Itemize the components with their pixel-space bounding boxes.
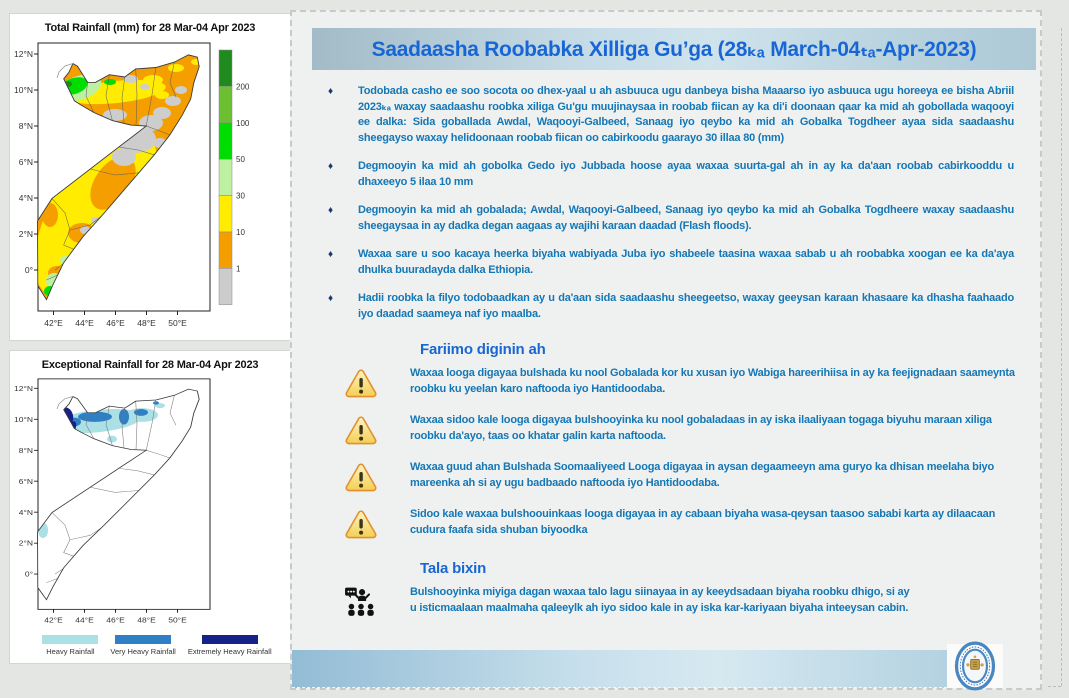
forecast-bullet [328,291,1014,322]
forecast-bullet-text: Todobada casho ee soo socota oo dhex-yaal u ah asbuuca ugu danbeya bisha Maaarso iyo asbuuca ugu horeeya ee bisha Abriil 2023ₖₐ waxay saadaashu roobka xiliga Gu'gu muujinaysaa in roobab fiican ay ka di'i doonaan qaar ka mid ah gobollada waqooyi ee dalka: Sida goballada Awdal, Waqooyi-Galbeed, Sanaag iyo qeybo ka mid ah Gobalka Togdheer ayaa sida saadaashu sheegayso waxay helidoonaan roobab fiican oo cabirkoodu gaarayo 30 illaa 80 (mm) [358,85,1014,144]
lon-tick: 48°E [137,615,156,625]
warning-triangle-icon [344,509,380,544]
colorbar-label: 1 [236,264,241,274]
lon-tick: 46°E [106,615,125,625]
bulletin-header-bar [312,28,1036,70]
diamond-bullet-icon: ♦ [328,205,334,216]
colorbar-segment [219,159,232,195]
legend-swatch [115,635,171,644]
forecast-bullet [328,247,1014,278]
legend-swatch-rect [202,635,258,644]
forecast-bullet-text: Waxaa sare u soo kacaya heerka biyaha wabiyada Juba iyo shabeele taasina waxaa sabab u ah roobabka xoogan ee ka da'aya dhulka buuradayda dalka Ethiopia. [358,248,1014,276]
diamond-bullet-icon: ♦ [328,161,334,172]
diamond-bullet-icon: ♦ [328,249,334,260]
legend-item-heavy [42,635,98,656]
legend-item-very-heavy [110,635,175,656]
warning-text: Sidoo kale waxaa bulshoouinkaas looga digayaa in ay cabaan biyaha wasa-qeysan taasoo sababi karta ay dilaacaan cudura faafa sida shuban biyoodka [410,508,996,536]
lat-axis-labels [14,384,33,578]
lon-axis-labels [44,318,187,328]
rainfall-colorbar [219,50,250,305]
lat-tick: 0° [24,570,33,579]
legend-swatch-rect [115,635,171,644]
colorbar-label: 30 [236,191,245,201]
colorbar-segment [219,50,232,86]
legend-label: Very Heavy Rainfall [110,647,176,656]
forecast-bullet-list [328,84,1014,335]
warning-text: Waxaa sidoo kale looga digayaa bulshooyinka ku nool gobaladaas in ay iska ilaaliyaan togaga biyuhu maraan xiliga roobku da'ayo, taas oo khatar galin karta naftooda. [410,414,992,442]
exceptional-rainfall-legend [24,635,290,656]
lat-tick: 2°N [18,539,33,548]
page-edge-bottom-dashed-line [1048,686,1061,687]
colorbar-segment [219,268,232,304]
lat-tick: 4°N [18,508,33,517]
exceptional-rainfall-map-title: Exceptional Rainfall for 28 Mar-04 Apr 2023 [41,359,259,371]
diamond-bullet-icon: ♦ [328,293,334,304]
legend-label: Extremely Heavy Rainfall [187,647,272,656]
exceptional-rainfall-map-panel [9,350,291,664]
lat-tick: 10°N [14,415,33,424]
lon-tick: 44°E [75,615,94,625]
exceptional-rainfall-map [10,372,272,630]
lat-tick: 8°N [18,446,33,455]
lat-tick: 4°N [18,193,33,203]
colorbar-label: 100 [236,118,250,128]
lat-axis-labels [14,49,33,275]
lat-tick: 2°N [18,229,33,239]
community-people-icon [344,587,380,622]
colorbar-segment [219,232,232,268]
bulletin-content-panel [290,10,1042,690]
forecast-bullet [328,203,1014,234]
colorbar-label: 10 [236,228,245,237]
advice-heading: Tala bixin [420,560,487,577]
bulletin-footer [292,644,1040,688]
colorbar-label: 50 [236,155,245,165]
legend-swatch-rect [42,635,98,644]
maps-column [9,13,291,673]
warning-text: Waxaa looga digayaa bulshada ku nool Gobalada kor ku xusan iyo Wabiga hareerihiisa in ay ka feejignadaan saameynta roobku ku yeelan karo naftooda iyo Hantidoodaba. [410,367,1015,395]
warning-item [344,507,1040,544]
lon-axis-labels [44,616,186,624]
advice-text: Bulshooyinka miyiga dagan waxaa talo lagu siinayaa in ay keeydsadaan biyaha roobku dhigo, si ay u isticmaalaan maalmaha qaleeylk ah iyo sidoo kale in ay iska kar-kariyaan biyaha inteeysan cabin. [410,586,910,614]
warning-text: Waxaa guud ahan Bulshada Soomaaliyeed Looga digayaa in aysan degaameeyn ama guryo ka dhisan meelaha biyo mareenka ah si ay ugu badbaado naftooda iyo Hantidoodaba. [410,461,994,489]
advice-item [344,585,1040,622]
legend-item-extremely-heavy [188,635,272,656]
forecast-bullet-text: Degmooyin ka mid ah gobolka Gedo iyo Jubbada hoose ayaa waxaa suurta-gal ah in ay ka da'aan roobab cabirkooddu u dhaxeeyo 5 ilaa 10 mm [358,160,1014,188]
lon-tick: 50°E [168,615,187,625]
forecast-bullet [328,159,1014,190]
legend-swatch [202,635,258,644]
page-title: Saadaasha Roobabka Xilliga Gu’ga (28ₖₐ March-04ₜₐ-Apr-2023) [371,37,977,61]
lon-tick: 48°E [137,318,156,328]
footer-gradient-bar [292,650,947,688]
lat-tick: 6°N [18,157,33,167]
warning-item [344,460,1040,497]
lat-tick: 8°N [18,121,33,131]
lat-tick: 12°N [14,384,33,393]
lon-tick: 44°E [75,318,94,328]
lon-tick: 42°E [44,615,63,625]
colorbar-segment [219,86,232,122]
total-rainfall-map [10,35,272,335]
forecast-bullet-text: Degmooyin ka mid ah gobalada; Awdal, Waqooyi-Galbeed, Sanaag iyo qeybo ka mid ah Gobalka Togdheere waxay saadaashu sheegaysaa in ay dadka degan aagaas ay wajihi karaan daadad (Flash floods). [358,204,1014,232]
warning-triangle-icon [344,415,380,450]
warning-triangle-icon [344,368,380,403]
warning-triangle-icon [344,462,380,497]
lon-tick: 50°E [168,318,187,328]
warning-item [344,366,1040,403]
lat-tick: 12°N [14,49,33,59]
diamond-bullet-icon: ♦ [328,86,334,97]
lon-tick: 42°E [44,318,63,328]
forecast-bullet [328,84,1014,146]
legend-swatch [42,635,98,644]
total-rainfall-map-panel [9,13,291,341]
lon-tick: 46°E [106,318,125,328]
colorbar-segment [219,196,232,232]
agency-seal-logo [953,641,997,691]
colorbar-label: 200 [236,82,250,92]
warnings-heading: Fariimo diginin ah [420,341,546,358]
lat-tick: 6°N [18,477,33,486]
total-rainfall-map-title: Total Rainfall (mm) for 28 Mar-04 Apr 2023 [44,22,256,34]
colorbar-segment [219,123,232,159]
agency-logo-box [947,644,1003,688]
legend-label: Heavy Rainfall [46,647,95,656]
lat-tick: 0° [24,265,33,275]
forecast-bullet-text: Hadii roobka la filyo todobaadkan ay u da'aan sida saadaashu sheegeetso, waxay geeysan karaan khasaare ka dhasha faahaado iyo daadad saameya naf iyo maalba. [358,292,1014,320]
warning-item [344,413,1040,450]
page-edge-dashed-line [1061,28,1062,686]
lat-tick: 10°N [14,85,33,95]
